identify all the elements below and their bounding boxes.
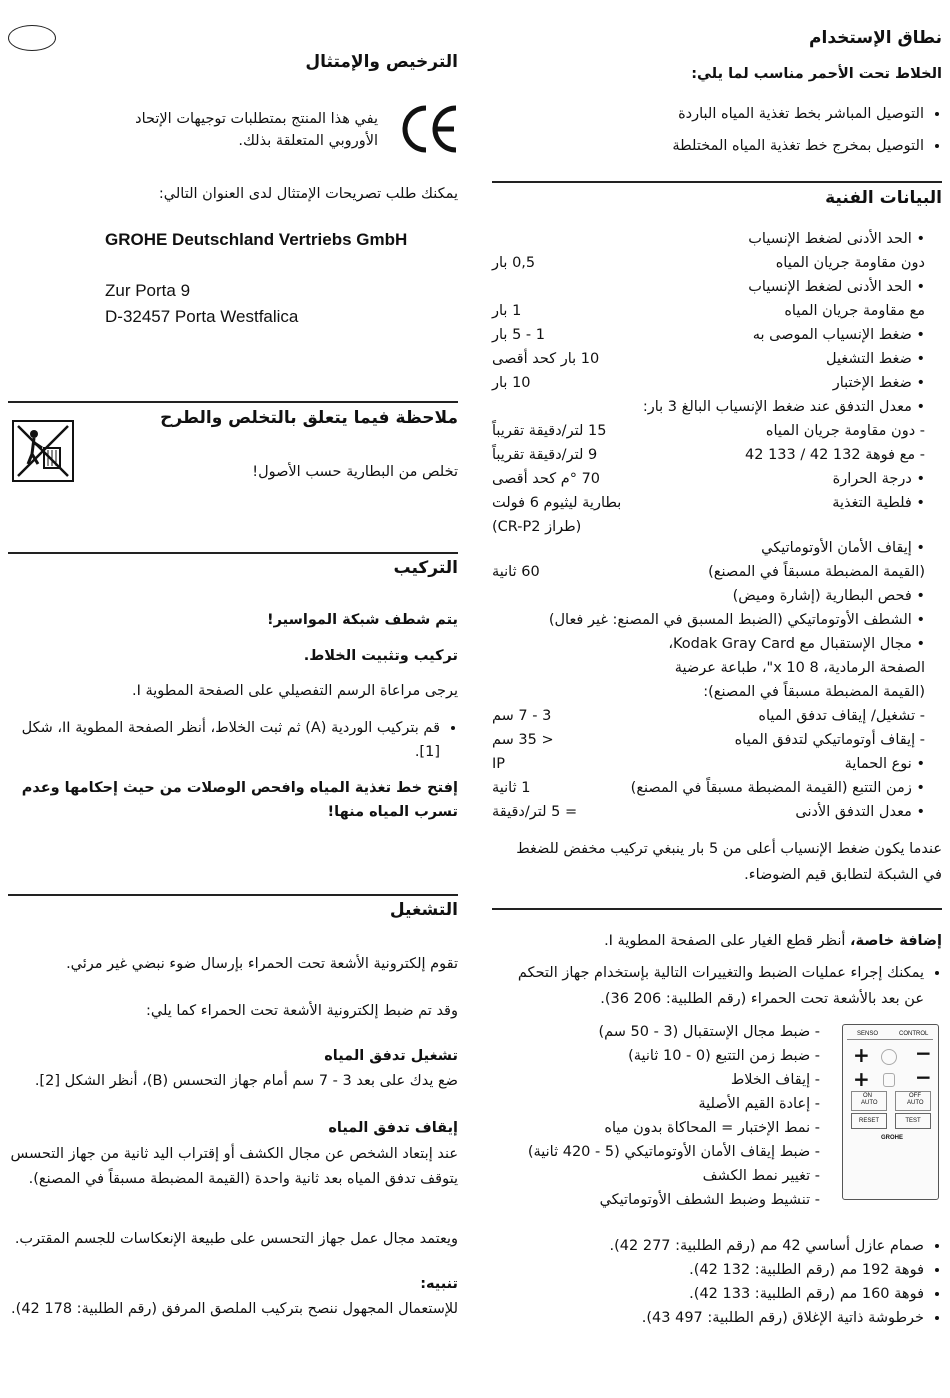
scope-list [502,98,942,162]
company-city: D-32457 Porta Westfalica [105,307,299,326]
remote-control-illustration [842,1024,939,1200]
hand-icon [883,1073,895,1087]
list-item: - إعادة القيم الأصلية [698,1096,820,1112]
company-name: GROHE Deutschland Vertriebs GmbH [105,230,408,249]
remote-auto-label: AUTO [861,1100,878,1106]
remote-reset-button: RESET [851,1113,887,1129]
pressure-note: عندما يكون ضغط الإنسياب أعلى من 5 بار ينبغي تركيب مخفض للضغط في الشبكة لتطابق قيم الضوضاء. [516,841,942,883]
special-intro: إضافة خاصة، أنظر قطع الغيار على الصفحة المطوية I. [604,933,942,949]
declaration-text: يمكنك طلب تصريحات الإمتثال لدى العنوان التالي: [158,186,458,202]
divider [8,894,458,896]
company-street: Zur Porta 9 [105,281,191,300]
remote-control-label: CONTROL [899,1031,929,1037]
install-title: التركيب [393,558,458,578]
minus-icon: − [915,1065,932,1089]
list-item: • صمام عازل أساسي 42 مم (رقم الطلبية: 277 42). [502,1234,924,1258]
tech-title: البيانات الفنية [825,188,942,208]
operation-p1: تقوم إلكترونية الأشعة تحت الحمراء بإرسال ضوء نبضي غير مرئي. [66,956,458,972]
remote-on-label: ON [863,1093,872,1099]
list-item: - ضبط زمن التتبع (0 - 10 ثانية) [628,1048,820,1064]
remote-auto-label: AUTO [907,1100,924,1106]
list-item: • التوصيل المباشر بخط تغذية المياه الباردة [502,98,924,130]
operation-title: التشغيل [389,900,458,920]
remote-senso-label: SENSO [857,1031,879,1037]
flow-off-heading: إيقاف تدفق المياه [328,1120,458,1136]
tech-table: • الحد الأدنى لضغط الإنسياب دون مقاومة جريان المياه 0,5 بار • الحد الأدنى لضغط الإنسياب مع مقاومة جريان المياه 1 بار • ضغط الإنسياب الموصى به 1 - 5 بار • ضغط التشغيل 10 بار كحد أقصى • ضغط الإختبار 10 بار • معدل التدفق عند ضغط الإنسياب البالغ 3 بار: - دون مقاومة جريان المياه 15 لتر/دقيقة تقريباً - مع فوهة 132 42 / 133 42 9 لتر/دقيقة تقريباً • درجة الحرارة 70 °م كحد أقصى • فلطية التغذية بطارية ليثيوم 6 فولت (طراز CR-P2) [492,231,925,535]
parts-list [502,1234,942,1330]
remote-off-label: OFF [909,1093,921,1099]
note-text: للإستعمال المجهول ننصح بتركيب الملصق المرفق (رقم الطلبية: 178 42). [11,1301,458,1317]
approval-title: الترخيص والإمتثال [305,52,458,72]
list-item: • خرطوشة ذاتية الإغلاق (رقم الطلبية: 497 43). [502,1306,924,1330]
sensor-icon [881,1049,897,1065]
install-warning: إفتح خط تغذية المياه وافحص الوصلات من حيث إحكامها وعدم تسرب المياه منها! [21,780,458,820]
settings-list [490,1020,820,1212]
list-item: - ضبط مجال الإستقبال (3 - 50 سم) [598,1024,820,1040]
operation-p2: وقد تم ضبط إلكترونية الأشعة تحت الحمراء كما يلي: [146,1003,458,1019]
plus-icon: + [853,1067,870,1091]
recycle-bin-icon [12,420,74,486]
note-heading: تنبيه: [420,1276,458,1292]
scope-sub: الخلاط تحت الأحمر مناسب لما يلي: [691,66,942,82]
flow-on-text: ضع يدك على بعد 3 - 7 سم أمام جهاز التحسس (B)، أنظر الشكل [2]. [34,1073,458,1089]
list-item: • التوصيل بمخرج خط تغذية المياه المختلطة [502,130,924,162]
plus-icon: + [853,1043,870,1067]
list-item: - ضبط إيقاف الأمان الأوتوماتيكي (5 - 420 ثانية) [527,1144,820,1160]
remote-test-button: TEST [895,1113,931,1129]
divider [8,552,458,554]
install-mount: تركيب وتثبيت الخلاط. [303,648,458,664]
list-item: • فوهة 192 مم (رقم الطلبية: 132 42). [502,1258,924,1282]
disposal-text: تخلص من البطارية حسب الأصول! [252,464,458,480]
flow-off-text: عند إبتعاد الشخص عن مجال الكشف أو إقتراب اليد ثانية من جهاز التحسس يتوقف تدفق المياه بعد ثانية واحدة (القيمة المضبطة مسبقاً في المصنع). [10,1146,458,1187]
disposal-title: ملاحظة فيما يتعلق بالتخلص والطرح [160,408,458,428]
tech-table-2: • إيقاف الأمان الأوتوماتيكي (القيمة المضبطة مسبقاً في المصنع) 60 ثانية • فحص البطارية (إشارة وميض) • الشطف الأوتوماتيكي (الضبط المسبق في المصنع: غير فعال) • مجال الإستقبال مع Kodak Gray Card، الصفحة الرمادية، 8 x 10"، طباعة عرضية (القيمة المضبطة مسبقاً في المصنع): - تشغيل/ إيقاف تدفق المياه 3 - 7 سم - إيقاف أوتوماتيكي لتدفق المياه < 35 سم • نوع الحماية IP • زمن التتبع (القيمة المضبطة مسبقاً في المصنع) 1 ثانية • معدل التدفق الأدنى = 5 لتر/دقيقة [492,540,925,820]
list-item: - تغيير نمط الكشف [702,1168,820,1184]
ce-text: يفي هذا المنتج بمتطلبات توجيهات الإتحاد الأوروبي المتعلقة بذلك. [135,111,378,149]
divider [492,181,942,183]
range-text: ويعتمد مجال عمل جهاز التحسس على طبيعة الإنعكاسات للجسم المقترب. [14,1231,458,1247]
list-item: - تنشيط وضبط الشطف الأوتوماتيكي [599,1192,820,1208]
install-bullet: • قم بتركيب الوردية (A) ثم ثبت الخلاط، أنظر الصفحة المطوية II، شكل [1]. [8,716,458,764]
list-item: - إيقاف الخلاط [730,1072,820,1088]
remote-brand-logo: GROHE [881,1135,904,1141]
special-bullet: • يمكنك إجراء عمليات الضبط والتغييرات التالية بإستخدام جهاز التحكم عن بعد بالأشعة تحت الحمراء (رقم الطلبية: 206 36). [502,960,942,1012]
page-number-oval [8,25,56,51]
list-item: - نمط الإختبار = المحاكاة بدون مياه [604,1120,820,1136]
minus-icon: − [915,1041,932,1065]
flow-on-heading: تشغيل تدفق المياه [324,1048,458,1064]
divider [492,908,942,910]
list-item: • فوهة 160 مم (رقم الطلبية: 133 42). [502,1282,924,1306]
install-see: يرجى مراعاة الرسم التفصيلي على الصفحة المطوية I. [132,683,458,699]
ce-mark-icon [398,104,460,158]
install-flush: يتم شطف شبكة المواسير! [267,612,458,628]
divider [8,401,458,403]
scope-title: نطاق الإستخدام [809,28,942,48]
